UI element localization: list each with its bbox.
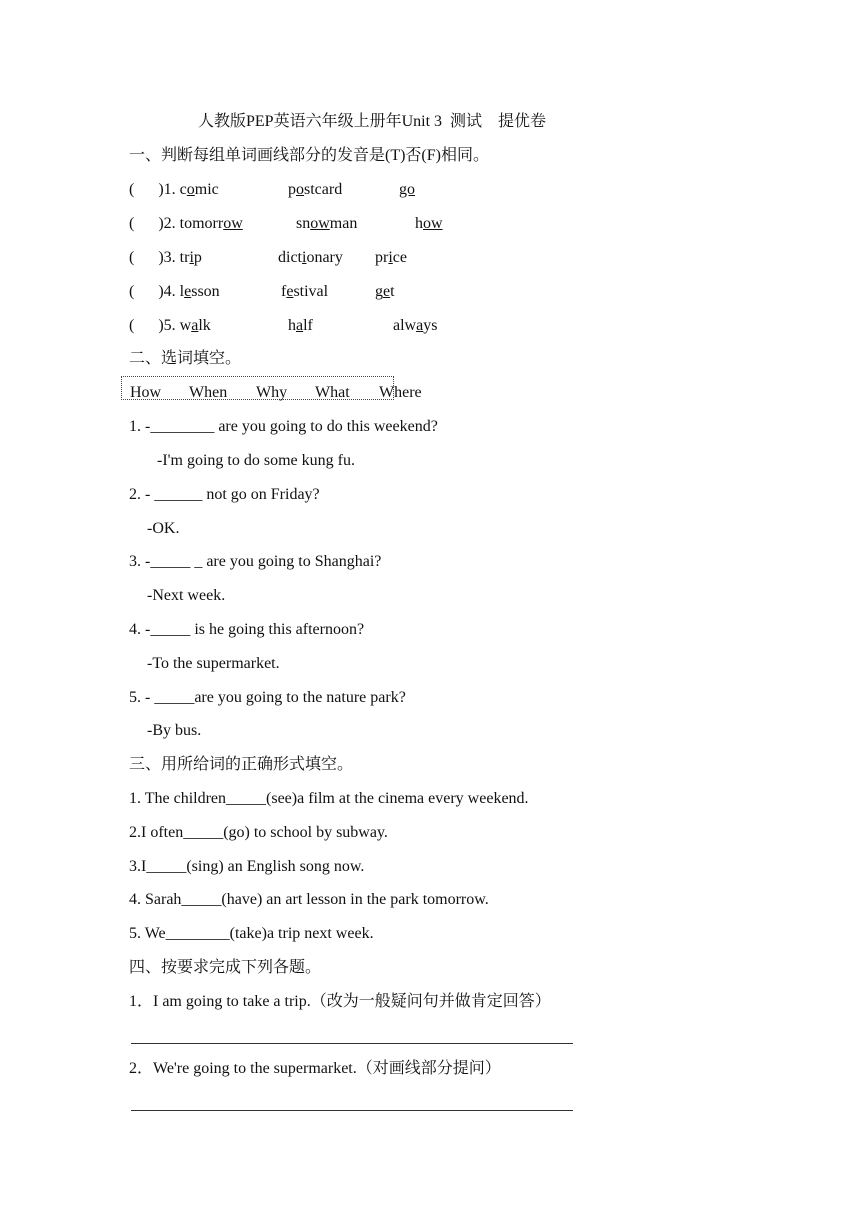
word-3: go (399, 181, 415, 198)
fill-question: 2. - ______ not go on Friday? (129, 486, 320, 503)
word-2: half (288, 317, 313, 334)
fill-answer: -To the supermarket. (147, 655, 280, 672)
verb-form-question: 2.I often_____(go) to school by subway. (129, 824, 388, 841)
word-2: dictionary (278, 249, 343, 266)
word-1: lesson (179, 283, 220, 300)
word-3: price (375, 249, 407, 266)
answer-paren: ( )4. (129, 283, 180, 300)
answer-paren: ( )3. (129, 249, 180, 266)
section-1-heading: 一、判断每组单词画线部分的发音是(T)否(F)相同。 (129, 147, 489, 164)
fill-answer: -OK. (147, 520, 180, 537)
verb-form-question: 4. Sarah_____(have) an art lesson in the park tomorrow. (129, 891, 489, 908)
rewrite-question: 2．We're going to the supermarket.（对画线部分提问） (129, 1060, 501, 1077)
word-3: always (393, 317, 438, 334)
word-bank (130, 383, 422, 403)
answer-line (131, 1043, 573, 1044)
word-bank-item: Where (379, 384, 422, 401)
fill-question: 4. -_____ is he going this afternoon? (129, 621, 365, 638)
section-3-heading: 三、用所给词的正确形式填空。 (129, 756, 354, 773)
word-1: trip (179, 249, 202, 266)
fill-question: 1. -________ are you going to do this weekend? (129, 418, 438, 435)
fill-answer: -By bus. (147, 722, 202, 739)
word-bank-item: What (315, 384, 350, 401)
word-2: postcard (288, 181, 343, 198)
rewrite-question: 1．I am going to take a trip.（改为一般疑问句并做肯定回答） (129, 993, 551, 1010)
verb-form-question: 1. The children_____(see)a film at the cinema every weekend. (129, 790, 529, 807)
word-1: comic (179, 181, 219, 198)
word-2: snowman (296, 215, 358, 232)
fill-answer: -I'm going to do some kung fu. (157, 452, 355, 469)
section-4-heading: 四、按要求完成下列各题。 (129, 959, 322, 976)
answer-paren: ( )2. (129, 215, 180, 232)
word-1: walk (179, 317, 211, 334)
word-bank-item: How (130, 384, 162, 401)
answer-line (131, 1110, 573, 1111)
answer-paren: ( )1. (129, 181, 180, 198)
verb-form-question: 3.I_____(sing) an English song now. (129, 858, 365, 875)
fill-question: 5. - _____are you going to the nature park? (129, 689, 406, 706)
page-title: 人教版PEP英语六年级上册年Unit 3 测试 提优卷 (198, 113, 547, 130)
verb-form-question: 5. We________(take)a trip next week. (129, 925, 374, 942)
fill-answer: -Next week. (147, 587, 226, 604)
word-3: get (375, 283, 395, 300)
word-2: festival (281, 283, 329, 300)
answer-paren: ( )5. (129, 317, 180, 334)
word-bank-item: Why (256, 384, 288, 401)
section-2-heading: 二、选词填空。 (129, 350, 242, 367)
word-3: how (415, 215, 443, 232)
word-1: tomorrow (179, 215, 243, 232)
word-bank-item: When (189, 384, 228, 401)
fill-question: 3. -_____ _ are you going to Shanghai? (129, 553, 382, 570)
